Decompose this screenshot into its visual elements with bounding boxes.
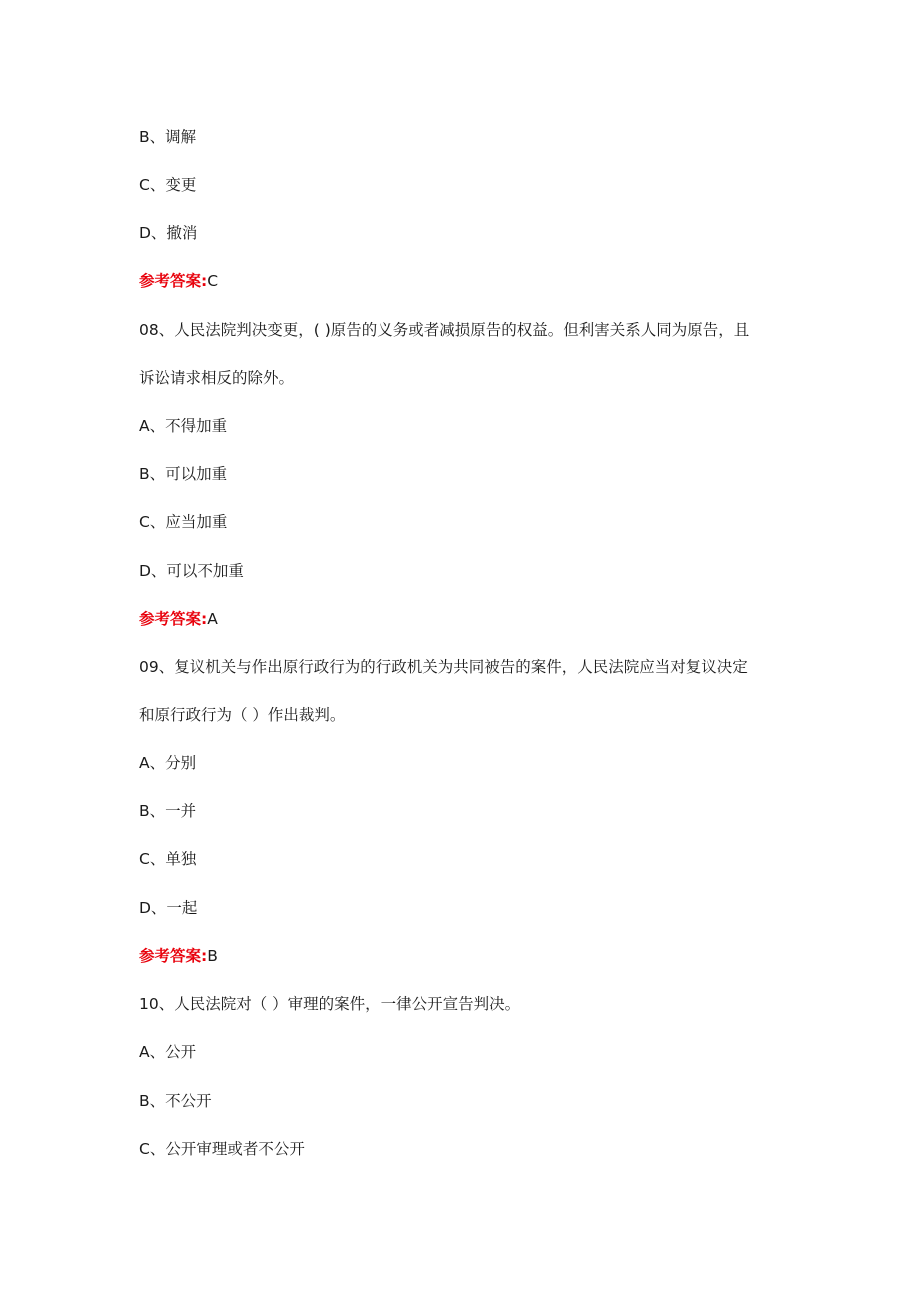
option-q08-c: C、应当加重 — [139, 513, 228, 531]
answer-label: 参考答案: — [139, 947, 208, 965]
answer-label: 参考答案: — [139, 610, 208, 628]
option-q10-a: A、公开 — [139, 1043, 197, 1061]
question-08-line-2: 诉讼请求相反的除外。 — [139, 369, 295, 387]
option-q08-a: A、不得加重 — [139, 417, 228, 435]
option-q07-c: C、变更 — [139, 176, 197, 194]
answer-q08 — [139, 608, 218, 630]
question-09-line-2: 和原行政行为（ ）作出裁判。 — [139, 706, 346, 724]
question-08-line-1: 08、人民法院判决变更，( )原告的义务或者减损原告的权益。但利害关系人同为原告，且 — [139, 321, 750, 339]
option-q09-c: C、单独 — [139, 850, 197, 868]
option-q08-d: D、可以不加重 — [139, 562, 244, 580]
option-q10-c: C、公开审理或者不公开 — [139, 1140, 305, 1158]
option-q10-b: B、不公开 — [139, 1092, 212, 1110]
option-q09-a: A、分别 — [139, 754, 197, 772]
option-q07-d: D、撤消 — [139, 224, 198, 242]
option-q09-d: D、一起 — [139, 899, 198, 917]
answer-q09 — [139, 945, 218, 967]
option-q08-b: B、可以加重 — [139, 465, 228, 483]
answer-label: 参考答案: — [139, 272, 208, 290]
option-q09-b: B、一并 — [139, 802, 197, 820]
question-10-line-1: 10、人民法院对（ ）审理的案件，一律公开宣告判决。 — [139, 995, 521, 1013]
answer-value: C — [207, 272, 219, 290]
option-q07-b: B、调解 — [139, 128, 197, 146]
question-09-line-1: 09、复议机关与作出原行政行为的行政机关为共同被告的案件，人民法院应当对复议决定 — [139, 658, 748, 676]
answer-q07 — [139, 270, 218, 292]
answer-value: B — [207, 947, 218, 965]
answer-value: A — [207, 610, 218, 628]
